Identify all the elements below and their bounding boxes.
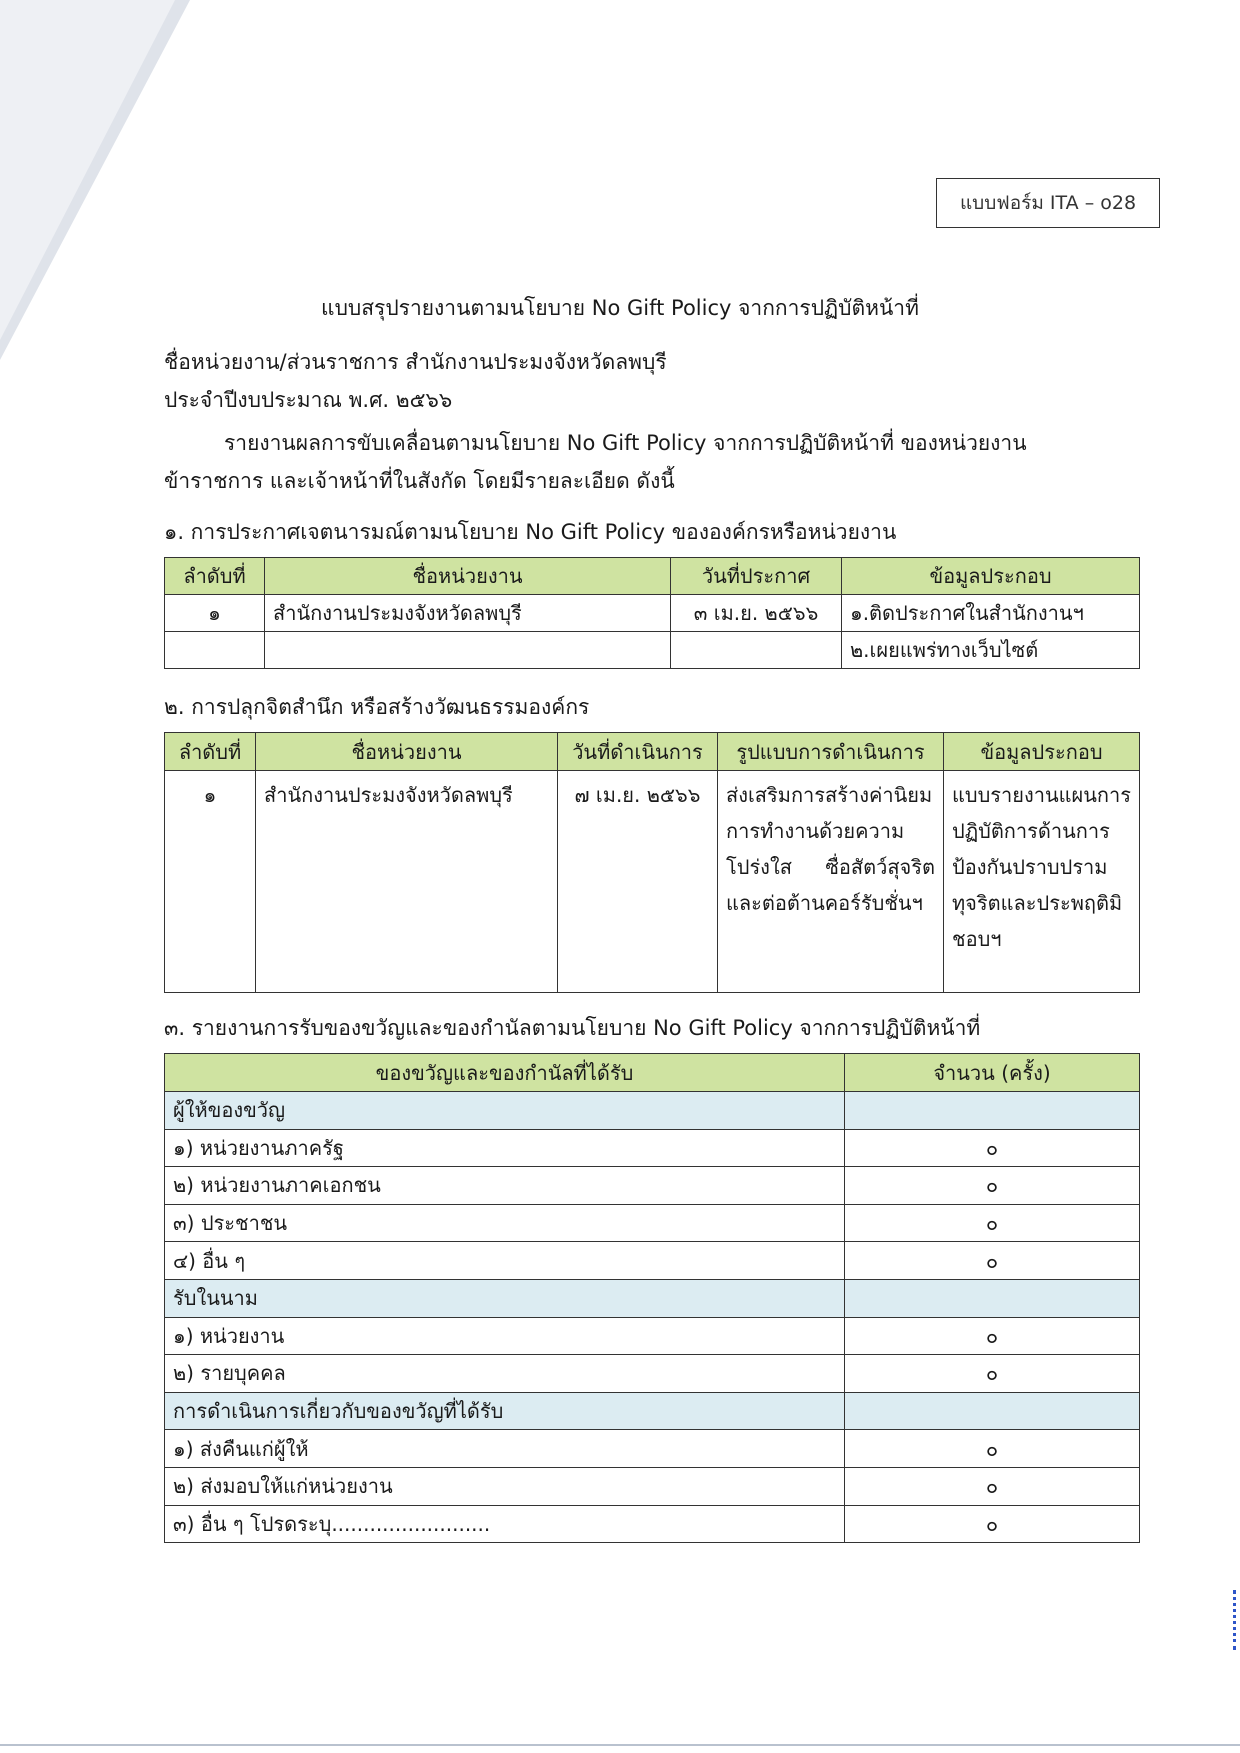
cell-docs: ๒.เผยแพร่ทางเว็บไซต์ <box>842 632 1140 669</box>
agency-line: ชื่อหน่วยงาน/ส่วนราชการ สำนักงานประมงจังหวัดลพบุรี <box>164 350 667 374</box>
row-label: ๑) หน่วยงานภาครัฐ <box>165 1129 845 1167</box>
table-row <box>165 1505 1140 1543</box>
col-header: ของขวัญและของกำนัลที่ได้รับ <box>165 1054 845 1092</box>
row-label: ๓) ประชาชน <box>165 1204 845 1242</box>
cell-no <box>165 632 265 669</box>
table-header-row <box>165 733 1140 771</box>
row-count: ๐ <box>845 1430 1140 1468</box>
section1-heading: ๑. การประกาศเจตนารมณ์ตามนโยบาย No Gift Policy ขององค์กรหรือหน่วยงาน <box>164 520 897 544</box>
intro-line-2: ข้าราชการ และเจ้าหน้าที่ในสังกัด โดยมีรายละเอียด ดังนี้ <box>164 469 675 493</box>
document-title: แบบสรุปรายงานตามนโยบาย No Gift Policy จากการปฏิบัติหน้าที่ <box>321 296 919 320</box>
row-label: ๑) หน่วยงาน <box>165 1317 845 1355</box>
table-row <box>165 1242 1140 1280</box>
gifts-table <box>164 1053 1140 1543</box>
row-count: ๐ <box>845 1317 1140 1355</box>
col-header: ชื่อหน่วยงาน <box>256 733 558 771</box>
section-label: การดำเนินการเกี่ยวกับของขวัญที่ได้รับ <box>165 1392 845 1430</box>
cell-date: ๓ เม.ย. ๒๕๖๖ <box>671 595 842 632</box>
col-header: ชื่อหน่วยงาน <box>265 558 671 595</box>
intro-line-1: รายงานผลการขับเคลื่อนตามนโยบาย No Gift Policy จากการปฏิบัติหน้าที่ ของหน่วยงาน <box>224 431 1027 455</box>
cell-no: ๑ <box>165 595 265 632</box>
row-count: ๐ <box>845 1467 1140 1505</box>
row-count: ๐ <box>845 1167 1140 1205</box>
cell-format: ส่งเสริมการสร้างค่านิยมการทำงานด้วยความโปร่งใส ซื่อสัตว์สุจริต และต่อต้านคอร์รับชั่นฯ <box>718 771 944 993</box>
row-label: ๒) รายบุคคล <box>165 1355 845 1393</box>
awareness-table <box>164 732 1140 993</box>
col-header: จำนวน (ครั้ง) <box>845 1054 1140 1092</box>
col-header: ข้อมูลประกอบ <box>842 558 1140 595</box>
table-row <box>165 1355 1140 1393</box>
row-count: ๐ <box>845 1242 1140 1280</box>
row-label: ๓) อื่น ๆ โปรดระบุ......................... <box>165 1505 845 1543</box>
form-code-box: แบบฟอร์ม ITA – o28 <box>936 178 1160 228</box>
row-count: ๐ <box>845 1204 1140 1242</box>
cell-agency: สำนักงานประมงจังหวัดลพบุรี <box>256 771 558 993</box>
table-row <box>165 771 1140 993</box>
pen-mark <box>1233 1590 1240 1650</box>
section-row-givers <box>165 1092 1140 1130</box>
row-count: ๐ <box>845 1129 1140 1167</box>
col-header: ลำดับที่ <box>165 558 265 595</box>
row-label: ๒) หน่วยงานภาคเอกชน <box>165 1167 845 1205</box>
cell-no: ๑ <box>165 771 256 993</box>
row-label: ๑) ส่งคืนแก่ผู้ให้ <box>165 1430 845 1468</box>
row-label: ๒) ส่งมอบให้แก่หน่วยงาน <box>165 1467 845 1505</box>
table-row <box>165 595 1140 632</box>
col-header: ข้อมูลประกอบ <box>944 733 1140 771</box>
cell-docs: แบบรายงานแผนการปฏิบัติการด้านการป้องกันปราบปรามทุจริตและประพฤติมิชอบฯ <box>944 771 1140 993</box>
cell-docs: ๑.ติดประกาศในสำนักงานฯ <box>842 595 1140 632</box>
table-row <box>165 1204 1140 1242</box>
cell-agency <box>265 632 671 669</box>
declaration-table <box>164 557 1140 669</box>
table-row <box>165 632 1140 669</box>
section-row-receivers <box>165 1279 1140 1317</box>
table-row <box>165 1129 1140 1167</box>
scan-shadow-inner <box>0 0 175 340</box>
table-row <box>165 1317 1140 1355</box>
cell-date: ๗ เม.ย. ๒๕๖๖ <box>558 771 718 993</box>
table-header-row <box>165 558 1140 595</box>
row-label: ๔) อื่น ๆ <box>165 1242 845 1280</box>
table-row <box>165 1467 1140 1505</box>
section2-heading: ๒. การปลุกจิตสำนึก หรือสร้างวัฒนธรรมองค์กร <box>164 695 590 719</box>
row-count: ๐ <box>845 1355 1140 1393</box>
col-header: วันที่ดำเนินการ <box>558 733 718 771</box>
col-header: ลำดับที่ <box>165 733 256 771</box>
cell-date <box>671 632 842 669</box>
col-header: รูปแบบการดำเนินการ <box>718 733 944 771</box>
table-header-row <box>165 1054 1140 1092</box>
fiscal-year-line: ประจำปีงบประมาณ พ.ศ. ๒๕๖๖ <box>164 388 453 412</box>
section-label: รับในนาม <box>165 1279 845 1317</box>
cell-agency: สำนักงานประมงจังหวัดลพบุรี <box>265 595 671 632</box>
scan-bottom-edge <box>0 1744 1240 1746</box>
intro-paragraph <box>164 424 1126 500</box>
table-row <box>165 1430 1140 1468</box>
section-row-actions <box>165 1392 1140 1430</box>
row-count: ๐ <box>845 1505 1140 1543</box>
table-row <box>165 1167 1140 1205</box>
col-header: วันที่ประกาศ <box>671 558 842 595</box>
section3-heading: ๓. รายงานการรับของขวัญและของกำนัลตามนโยบาย No Gift Policy จากการปฏิบัติหน้าที่ <box>164 1016 981 1040</box>
section-label: ผู้ให้ของขวัญ <box>165 1092 845 1130</box>
